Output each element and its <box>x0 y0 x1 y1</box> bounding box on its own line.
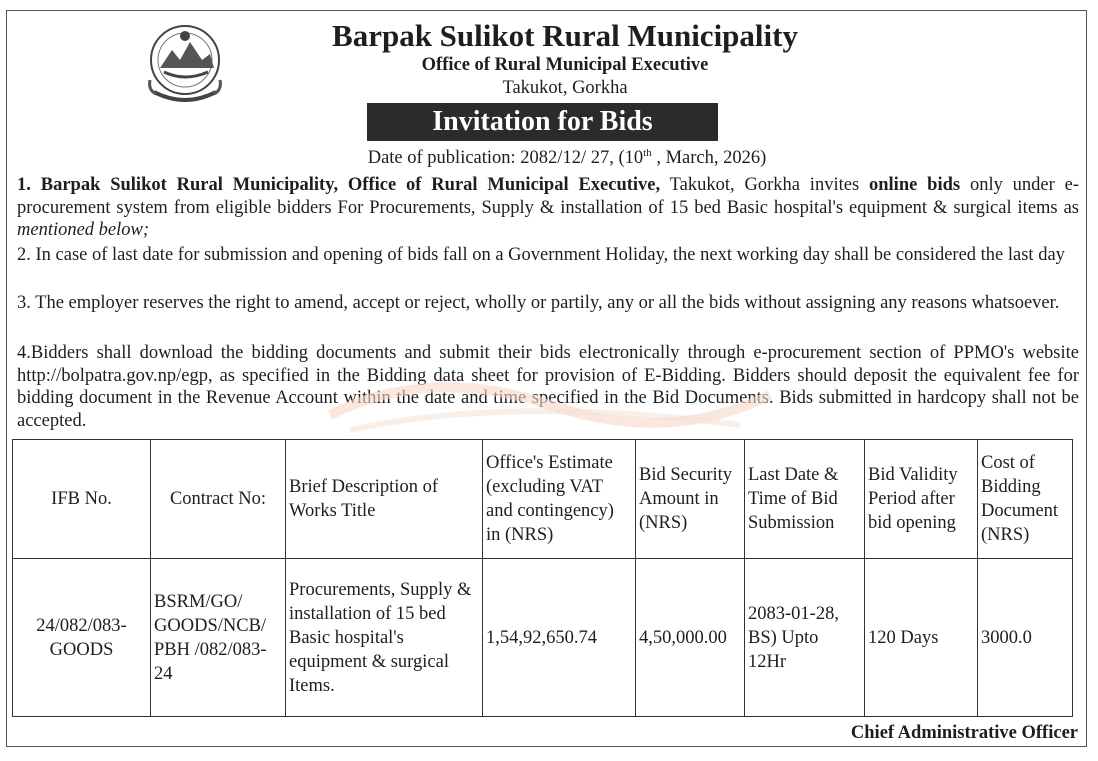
table-header-cell: Cost of Bidding Document (NRS) <box>978 440 1073 559</box>
estimate-cell: 1,54,92,650.74 <box>483 559 636 717</box>
table-header-cell: IFB No. <box>13 440 151 559</box>
description-cell: Procurements, Supply & installation of 15 bed Basic hospital's equipment & surgical Items. <box>286 559 483 717</box>
publication-date: Date of publication: 2082/12/ 27, (10th , March, 2026) <box>367 147 767 169</box>
table-header-cell: Contract No: <box>151 440 286 559</box>
table-row <box>13 559 1073 717</box>
table-header-cell: Office's Estimate (excluding VAT and contingency) in (NRS) <box>483 440 636 559</box>
table-header-cell: Bid Security Amount in (NRS) <box>636 440 745 559</box>
contract-no-cell: BSRM/GO/ GOODS/NCB/ PBH /082/083- 24 <box>151 559 286 717</box>
last-date-cell: 2083-01-28, BS) Upto 12Hr <box>745 559 865 717</box>
bid-security-cell: 4,50,000.00 <box>636 559 745 717</box>
clause-2: 2. In case of last date for submission and opening of bids fall on a Government Holiday, the next working day shall be considered the last day <box>17 245 1065 265</box>
bid-table <box>12 439 1073 717</box>
office-name: Office of Rural Municipal Executive <box>421 55 709 75</box>
table-header-cell: Bid Validity Period after bid opening <box>865 440 978 559</box>
table-header-row <box>13 440 1073 559</box>
ifb-no-cell: 24/082/083-GOODS <box>13 559 151 717</box>
document-cost-cell: 3000.0 <box>978 559 1073 717</box>
municipality-name: Barpak Sulikot Rural Municipality <box>332 18 798 53</box>
validity-cell: 120 Days <box>865 559 978 717</box>
clause-4: 4.Bidders shall download the bidding documents and submit their bids electronically through e-procurement section of PPMO's website http://bolpatra.gov.np/egp, as specified in the Bidding data sheet for provision of E-Bidding. Bidders should deposit the equivalent fee for bidding document in the Revenue Account within the date and time specified in the Bid Documents. Bids submitted in hardcopy shall not be accepted. <box>17 343 1079 431</box>
invitation-banner: Invitation for Bids <box>367 103 718 141</box>
office-location: Takukot, Gorkha <box>502 78 628 98</box>
clause-3: 3. The employer reserves the right to amend, accept or reject, wholly or partily, any or all the bids without assigning any reasons whatsoever. <box>17 293 1060 313</box>
clause-1: 1. Barpak Sulikot Rural Municipality, Office of Rural Municipal Executive, Takukot, Gorkha invites online bids only under e-procurement system from eligible bidders For Procurements, Supply & installation of 15 bed Basic hospital's equipment & surgical items as mentioned below; <box>17 175 1080 240</box>
signatory-title: Chief Administrative Officer <box>850 723 1078 743</box>
table-header-cell: Brief Description of Works Title <box>286 440 483 559</box>
table-header-cell: Last Date & Time of Bid Submission <box>745 440 865 559</box>
